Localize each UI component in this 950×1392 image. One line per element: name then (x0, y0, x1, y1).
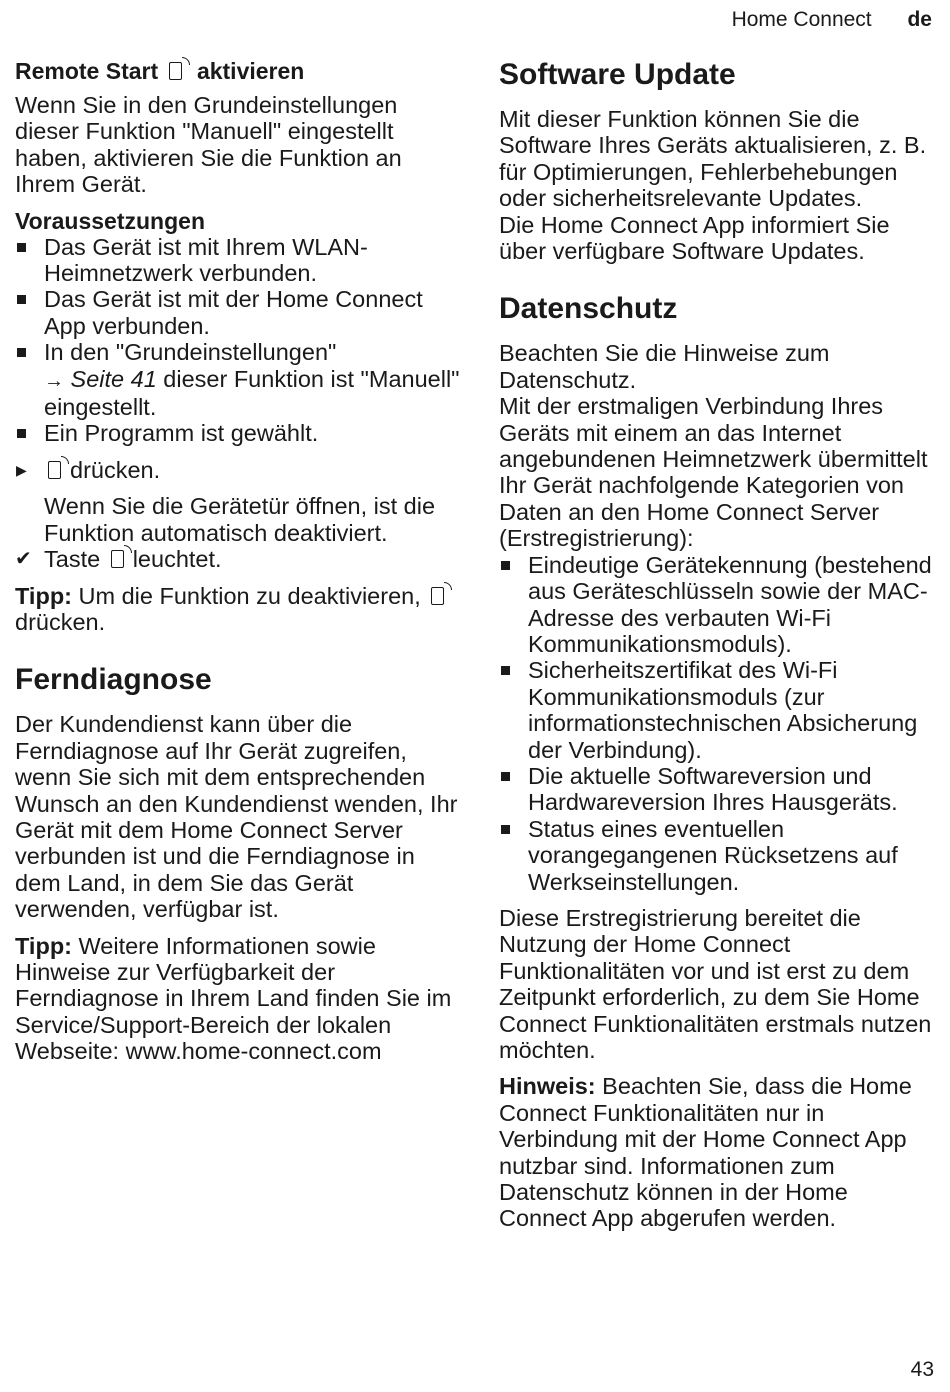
list-item: Das Gerät ist mit Ihrem WLAN-Heimnetzwerk verbunden. (15, 234, 460, 287)
page-reference: Seite 41 (70, 365, 157, 392)
remote-start-icon (431, 587, 444, 605)
data-categories-list (499, 552, 939, 895)
page-number: 43 (910, 1358, 934, 1381)
prerequisites-heading: Voraussetzungen (15, 207, 205, 234)
list-item: Die aktuelle Softwareversion und Hardwareversion Ihres Hausgeräts. (499, 763, 939, 816)
list-item: Status eines eventuellen vorangegangenen Rücksetzens auf Werkseinstellungen. (499, 816, 939, 895)
remote-start-tip: Tipp: Um die Funktion zu deaktivieren, drücken. (15, 583, 460, 636)
remote-start-icon (48, 461, 61, 479)
remote-start-icon (169, 62, 182, 80)
list-item: Ein Programm ist gewählt. (15, 420, 460, 446)
software-update-p1: Mit dieser Funktion können Sie die Software Ihres Geräts aktualisieren, z. B. für Optimierungen, Fehlerbehebungen oder sicherheitsrelevante Updates. (499, 106, 927, 212)
header-section: Home Connect (731, 8, 872, 31)
left-column (15, 56, 460, 1065)
datenschutz-p1: Beachten Sie die Hinweise zum Datenschutz. (499, 340, 830, 393)
datenschutz-p3: Diese Erstregistrierung bereitet die Nutzung der Home Connect Funktionalitäten vor und ist erst zu dem Zeitpunkt erforderlich, zu dem Sie Home Connect Funktionalitäten erstmals nutzen möchten. (499, 904, 932, 1063)
page-header (732, 6, 932, 34)
remote-start-heading: Remote Start aktivieren (15, 58, 305, 84)
datenschutz-note: Hinweis: Beachten Sie, dass die Home Connect Funktionalitäten nur in Verbindung mit der Home Connect App nutzbar sind. Informationen zum Datenschutz können in der Home Connect App abgerufen werden. (499, 1073, 912, 1232)
list-item: In den "Grundeinstellungen" → Seite 41 dieser Funktion ist "Manuell" eingestellt. (15, 339, 460, 420)
list-item: Sicherheitszertifikat des Wi-Fi Kommunikationsmoduls (zur informationstechnischen Absicherung der Verbindung). (499, 657, 939, 763)
datenschutz-heading: Datenschutz (499, 292, 678, 326)
step-result: ✔ Taste leuchtet. (15, 546, 222, 573)
datenschutz-p2: Mit der erstmaligen Verbindung Ihres Geräts mit einem an das Internet angebundenen Heimnetzwerk übermittelt Ihr Gerät nachfolgende Kategorien von Daten an den Home Connect Server (Erstregistrierung): (499, 393, 928, 552)
note-label: Hinweis: (499, 1073, 596, 1100)
ferndiagnose-heading: Ferndiagnose (15, 663, 212, 697)
ferndiagnose-body: Der Kundendienst kann über die Ferndiagnose auf Ihr Gerät zugreifen, wenn Sie sich mit dem entsprechenden Wunsch an den Kundendienst wenden, Ihr Gerät mit dem Home Connect Server verbunden ist und die Ferndiagnose in dem Land, in dem Sie das Gerät verwenden, verfügbar ist. (15, 711, 458, 923)
reference-arrow-icon: → (44, 369, 64, 392)
header-language: de (907, 8, 932, 31)
checkmark-icon: ✔ (15, 548, 32, 571)
list-item: Eindeutige Gerätekennung (bestehend aus Geräteschlüsseln sowie der MAC-Adresse des verbauten Wi-Fi Kommunikationsmoduls). (499, 552, 939, 658)
step-arrow-icon: ▶ (16, 461, 27, 478)
software-update-p2: Die Home Connect App informiert Sie über verfügbare Software Updates. (499, 211, 890, 265)
tip-label: Tipp: (15, 582, 72, 609)
prerequisites-list (15, 234, 460, 447)
tip-label: Tipp: (15, 932, 72, 959)
instruction-step: ▶ drücken. (16, 456, 161, 483)
right-column (499, 56, 939, 1232)
remote-start-intro: Wenn Sie in den Grundeinstellungen dieser Funktion "Manuell" eingestellt haben, aktivieren Sie die Funktion an Ihrem Gerät. (15, 92, 402, 198)
step-note: Wenn Sie die Gerätetür öffnen, ist die Funktion automatisch deaktiviert. (44, 493, 436, 546)
list-item: Das Gerät ist mit der Home Connect App verbunden. (15, 286, 460, 339)
remote-start-icon (111, 550, 124, 568)
software-update-heading: Software Update (499, 58, 736, 91)
ferndiagnose-tip: Tipp: Weitere Informationen sowie Hinweise zur Verfügbarkeit der Ferndiagnose in Ihrem Land finden Sie im Service/Support-Bereich der lokalen Webseite: www.home-connect.com (15, 932, 452, 1065)
